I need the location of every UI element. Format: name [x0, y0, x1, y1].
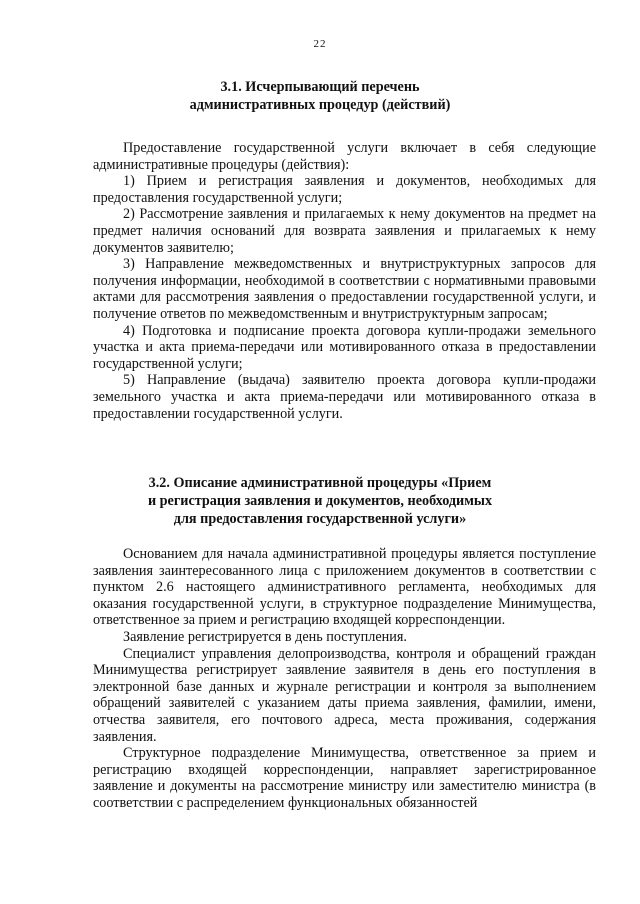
- section-3-2-heading: [60, 474, 580, 528]
- paragraph: Специалист управления делопроизводства, контроля и обращений граждан Минимущества регистрирует заявление заявителя в день его поступления в электронной базе данных и журнале регистрации и контроля за выполнением обращений заявителей с указанием даты приема заявления, фамилии, имени, отчества заявителя, его почтового адреса, места проживания, содержания заявления.: [93, 645, 596, 745]
- list-item: 5) Направление (выдача) заявителю проекта договора купли-продажи земельного участка и акта приема-передачи или мотивированного отказа в предоставлении государственной услуги.: [93, 372, 596, 422]
- section-3-1-body: [93, 140, 596, 422]
- list-item: 1) Прием и регистрация заявления и документов, необходимых для предоставления государственной услуги;: [93, 173, 596, 206]
- heading-line: административных процедур (действий): [189, 97, 451, 113]
- paragraph: Заявление регистрируется в день поступления.: [123, 628, 407, 645]
- list-item: 2) Рассмотрение заявления и прилагаемых к нему документов на предмет на предмет наличия оснований для возврата заявления и прилагаемых к нему документов заявителю;: [93, 206, 596, 256]
- heading-line: для предоставления государственной услуги»: [173, 511, 467, 527]
- paragraph: Структурное подразделение Минимущества, ответственное за прием и регистрацию входящей корреспонденции, направляет зарегистрированное заявление и документы на рассмотрение министру или заместителю министра (в соответствии с распределением функциональных обязанностей: [93, 745, 596, 811]
- heading-line: 3.1. Исчерпывающий перечень: [220, 79, 420, 95]
- page-number: 22: [313, 38, 327, 50]
- list-item: 4) Подготовка и подписание проекта договора купли-продажи земельного участка и акта приема-передачи или мотивированного отказа в предоставлении государственной услуги;: [93, 322, 596, 372]
- paragraph: Предоставление государственной услуги включает в себя следующие административные процедуры (действия):: [93, 140, 596, 173]
- heading-line: и регистрация заявления и документов, необходимых: [147, 493, 493, 509]
- section-3-2-body: [93, 546, 596, 812]
- list-item: 3) Направление межведомственных и внутриструктурных запросов для получения информации, необходимой в соответствии с нормативными правовыми актами для рассмотрения заявления о предоставлении государственной услуги, и получение ответов по межведомственным и внутриструктурным запросам;: [93, 256, 596, 322]
- section-3-1-heading: [60, 78, 580, 114]
- heading-line: 3.2. Описание административной процедуры «Прием: [148, 475, 492, 491]
- paragraph: Основанием для начала административной процедуры является поступление заявления заинтересованного лица с приложением документов в соответствии с пунктом 2.6 настоящего административного регламента, необходимых для оказания государственной услуги, в структурное подразделение Минимущества, ответственное за прием и регистрацию входящей корреспонденции.: [93, 546, 596, 629]
